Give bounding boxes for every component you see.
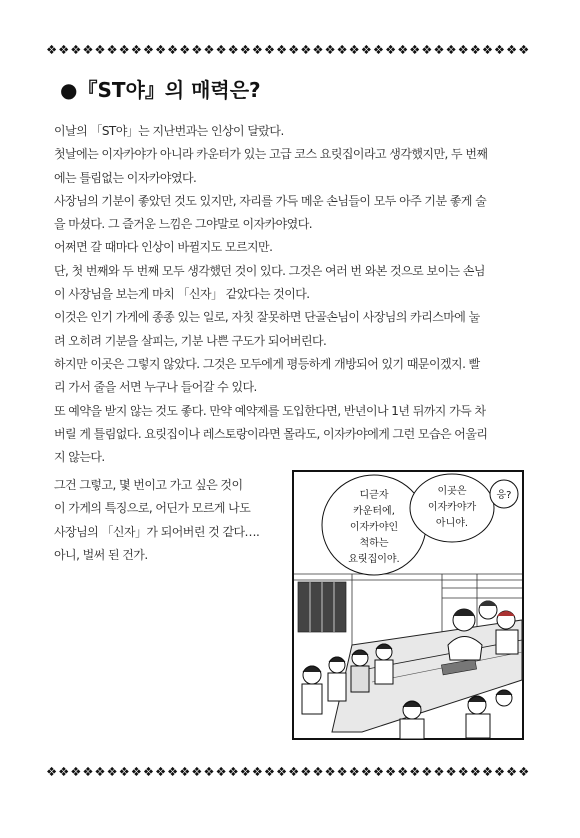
closing-paragraph (54, 474, 294, 567)
text-line: 하지만 이곳은 그렇지 않았다. 그것은 모두에게 평등하게 개방되어 있기 때문이겠지. 빨 (54, 356, 480, 371)
bubble-text-line: 척하는 (359, 538, 389, 549)
section-heading: ●『ST야』의 매력은? (60, 78, 261, 102)
paragraph (54, 143, 534, 190)
text-line: 이날의 「ST야」는 지난번과는 인상이 달랐다. (54, 124, 284, 138)
article-body (54, 120, 534, 469)
top-ornament-border: ❖❖❖❖❖❖❖❖❖❖❖❖❖❖❖❖❖❖❖❖❖❖❖❖❖❖❖❖❖❖❖❖❖❖❖❖❖❖❖❖ (46, 43, 531, 57)
bubble-text-line: 이자카야인 (349, 522, 399, 533)
speech-bubble-right (490, 480, 518, 508)
bubble-text-line: 디귿자 (359, 490, 389, 501)
text-line: 지 않는다. (54, 450, 105, 465)
bubble-text-line: 이자카야가 (427, 502, 477, 513)
comic-panel-illustration (292, 470, 524, 740)
bubble-text-line: 응? (496, 490, 512, 501)
bubble-text-line: 이곳은 (437, 486, 467, 497)
text-line: 이 가게의 특징으로, 어딘가 모르게 나도 (54, 501, 251, 516)
text-line: 사장님의 「신자」가 되어버린 것 같다…. (54, 524, 260, 539)
paragraph (54, 306, 534, 353)
text-line: 또 예약을 받지 않는 것도 좋다. 만약 예약제를 도입한다면, 반년이나 1년 뒤까지 가득 차 (54, 403, 486, 418)
text-line: 첫날에는 이자카야가 아니라 카운터가 있는 고급 코스 요릿집이라고 생각했지만, 두 번째 (54, 147, 488, 162)
paragraph (54, 353, 534, 400)
text-line: 리 가서 줄을 서면 누구나 들어갈 수 있다. (54, 380, 257, 395)
text-line: 버릴 게 틀림없다. 요릿집이나 레스토랑이라면 몰라도, 이자카야에게 그런 모습은 어울리 (54, 426, 488, 441)
paragraph (54, 120, 534, 143)
text-line: 이 사장님을 보는게 마치 「신자」 같았다는 것이다. (54, 287, 310, 302)
text-line: 려 오히려 기분을 살피는, 기분 나쁜 구도가 되어버린다. (54, 333, 327, 348)
bubble-text-line: 요릿집이야. (348, 554, 400, 565)
speech-bubble-left (322, 475, 426, 575)
paragraph (54, 260, 534, 307)
bubble-text-line: 아니야. (435, 518, 469, 529)
paragraph (54, 400, 534, 470)
text-line: 단, 첫 번째와 두 번째 모두 생각했던 것이 있다. 그것은 여러 번 와본 것으로 보이는 손님 (54, 263, 485, 278)
speech-bubble-middle (410, 474, 494, 542)
noren-curtain (298, 582, 346, 632)
text-line: 사장님의 기분이 좋았던 것도 있지만, 자리를 가득 메운 손님들이 모두 아주 기분 좋게 술 (54, 193, 487, 208)
text-line: 을 마셨다. 그 즐거운 느낌은 그야말로 이자카야였다. (54, 217, 312, 232)
bottom-ornament-border: ❖❖❖❖❖❖❖❖❖❖❖❖❖❖❖❖❖❖❖❖❖❖❖❖❖❖❖❖❖❖❖❖❖❖❖❖❖❖❖❖ (46, 765, 531, 779)
text-line: 그건 그렇고, 몇 번이고 가고 싶은 것이 (54, 478, 243, 492)
text-line: 아니, 벌써 된 건가. (54, 547, 148, 562)
text-line: 이것은 인기 가게에 종종 있는 일로, 자칫 잘못하면 단골손님이 사장님의 카리스마에 눌 (54, 310, 480, 325)
bubble-text-line: 카운터에, (353, 506, 395, 517)
text-line: 어쩌면 갈 때마다 인상이 바뀔지도 모르지만. (54, 240, 273, 255)
paragraph (54, 190, 534, 237)
paragraph (54, 236, 534, 259)
text-line: 에는 틀림없는 이자카야였다. (54, 170, 197, 185)
